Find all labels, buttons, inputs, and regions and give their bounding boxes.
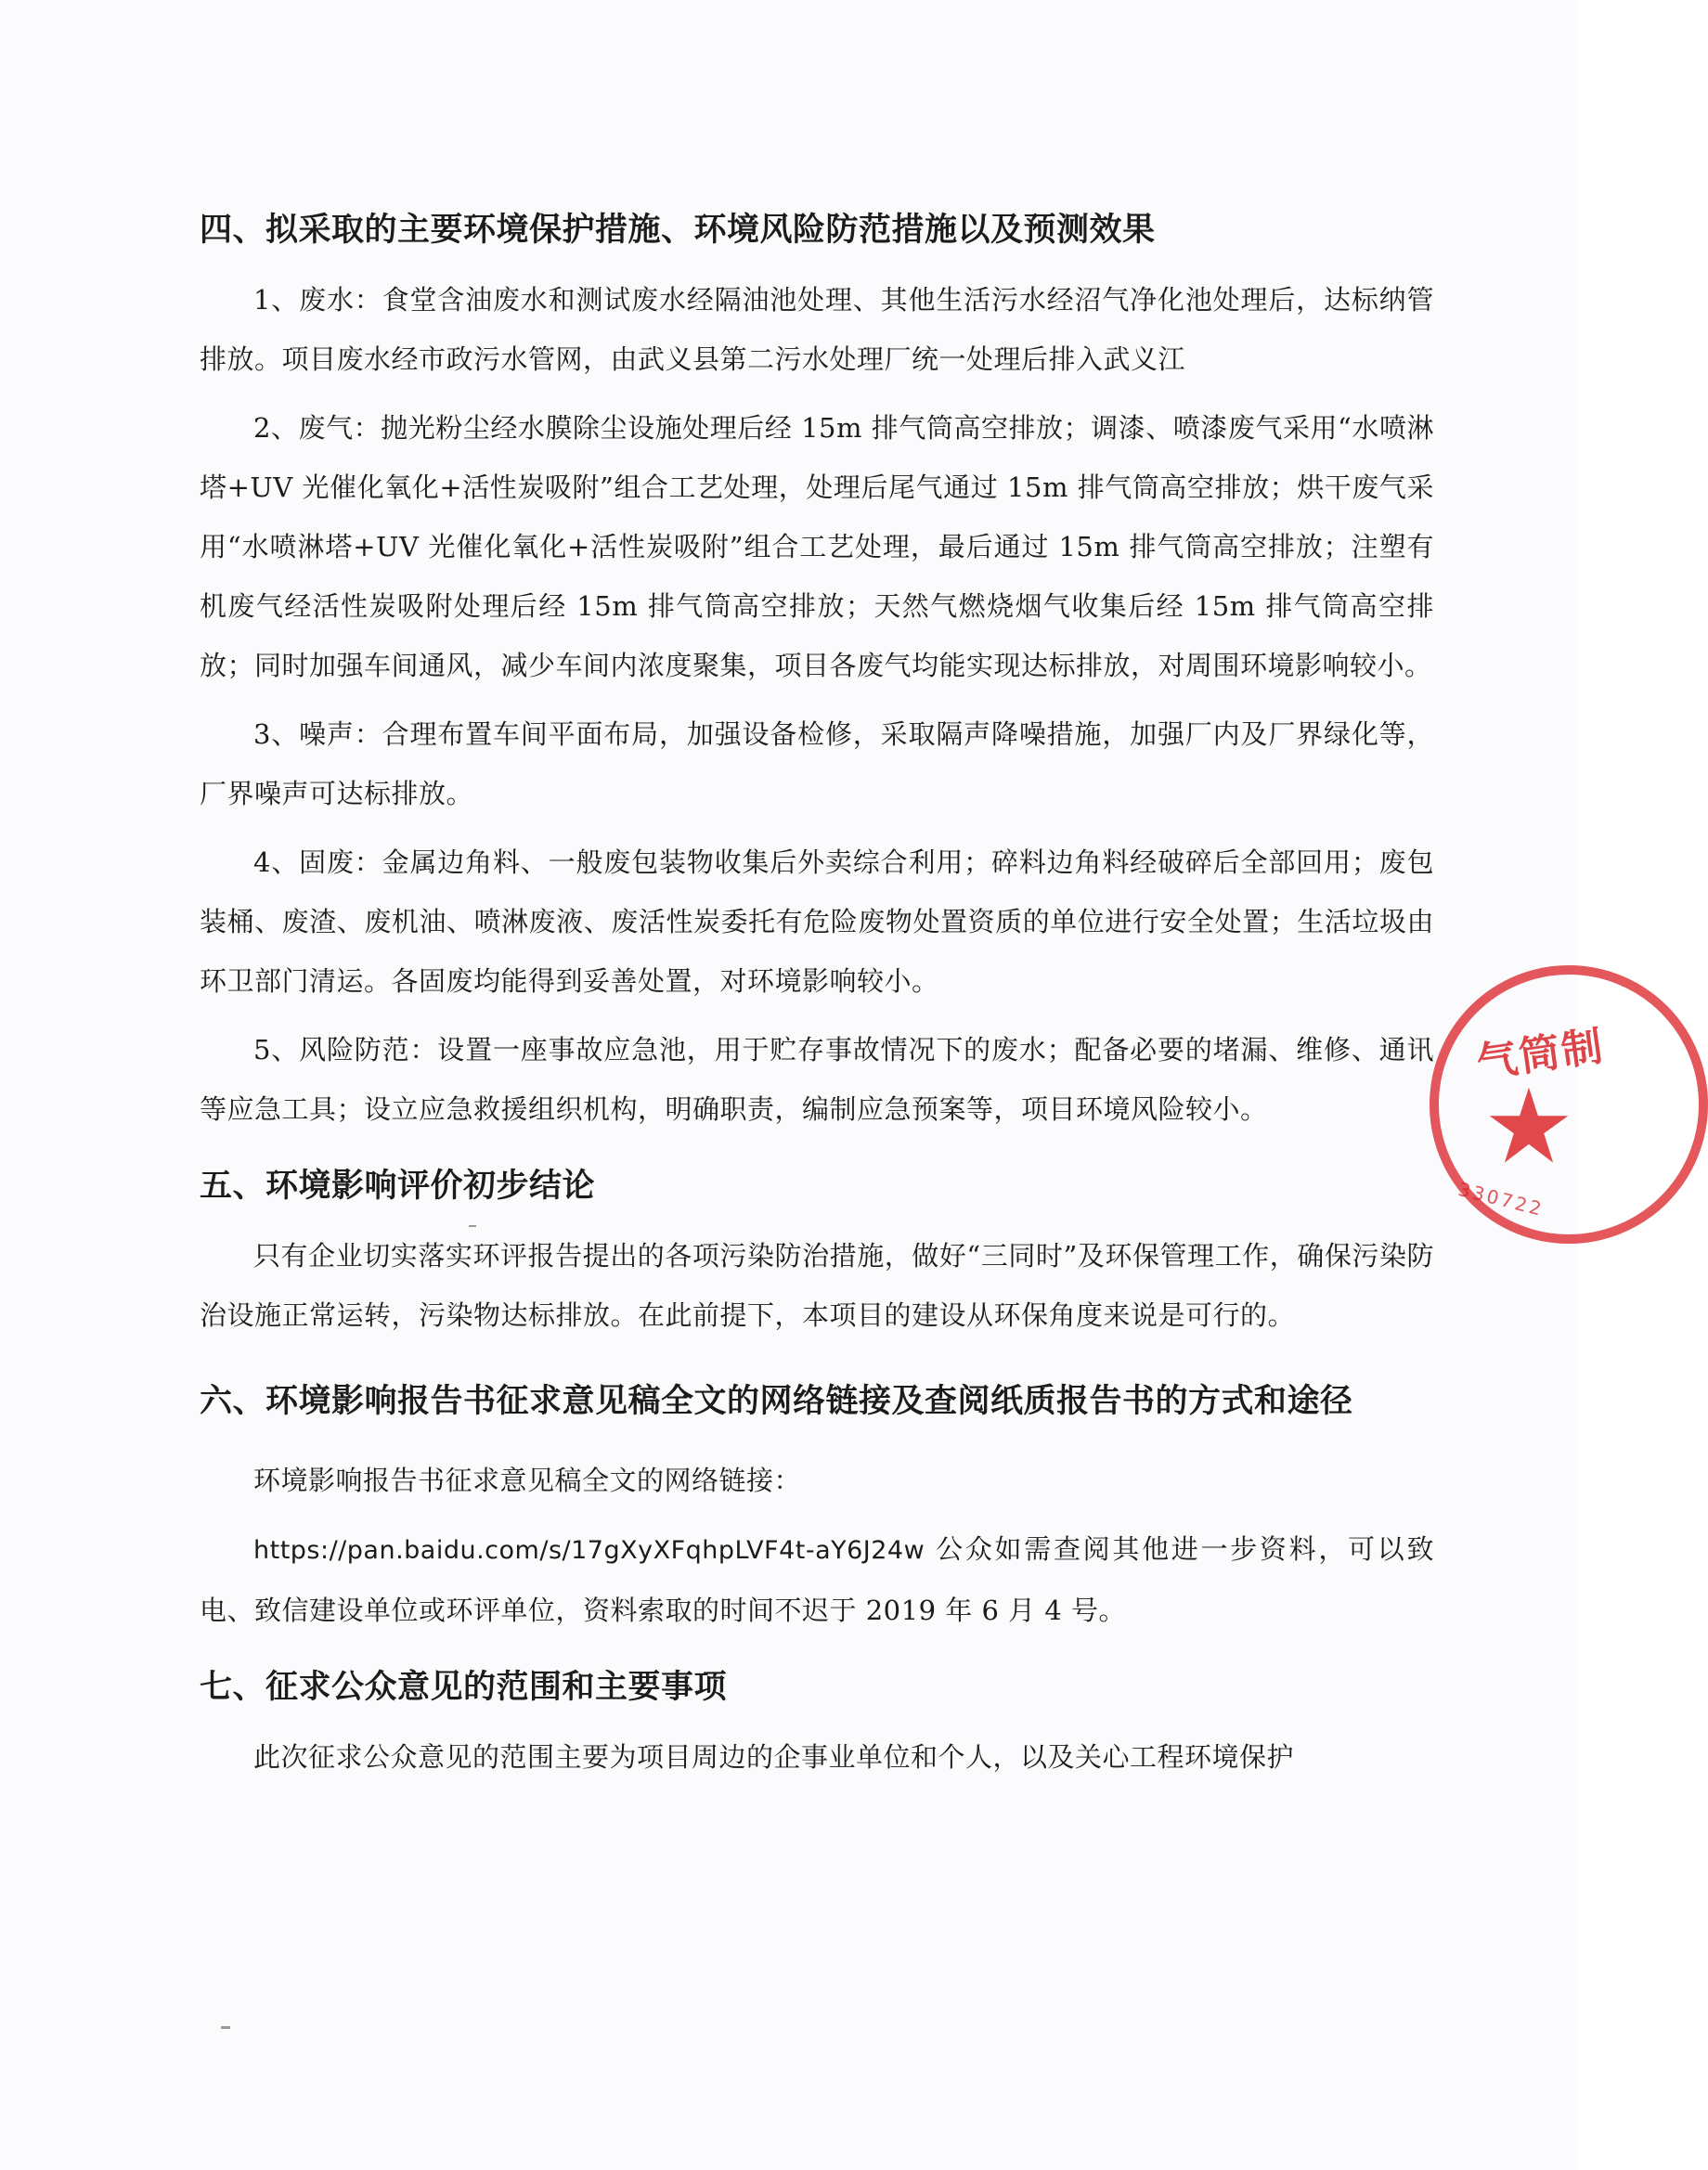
seal-text: 气筒制 — [1473, 1022, 1608, 1088]
section-6-link-paragraph — [200, 1519, 1434, 1640]
section-6-link-intro: 环境影响报告书征求意见稿全文的网络链接： — [253, 1465, 802, 1496]
document-body — [200, 200, 1434, 1787]
official-seal — [1430, 965, 1708, 1244]
section-4-solid-waste: 4、固废：金属边角料、一般废包装物收集后外卖综合利用；碎料边角料经破碎后全部回用；废包装桶、废渣、废机油、喷淋废液、废活性炭委托有危险废物处置资质的单位进行安全处置；生活垃圾由环卫部门清运。各固废均能得到妥善处置，对环境影响较小。 — [200, 846, 1434, 997]
scan-speck — [221, 2026, 230, 2029]
section-5-heading: 五、环境影响评价初步结论 — [200, 1168, 596, 1205]
section-4-risk-prevention: 5、风险防范：设置一座事故应急池，用于贮存事故情况下的废水；配备必要的堵漏、维修、通讯等应急工具；设立应急救援组织机构，明确职责，编制应急预案等，项目环境风险较小。 — [200, 1034, 1434, 1125]
seal-star-icon — [1487, 1084, 1571, 1168]
section-4-exhaust-gas: 2、废气：抛光粉尘经水膜除尘设施处理后经 15m 排气筒高空排放；调漆、喷漆废气采用“水喷淋塔+UV 光催化氧化+活性炭吸附”组合工艺处理，处理后尾气通过 15m 排气筒高空排放；烘干废气采用“水喷淋塔+UV 光催化氧化+活性炭吸附”组合工艺处理，最后通过 15m 排气筒高空排放；注塑有机废气经活性炭吸附处理后经 15m 排气筒高空排放；天然气燃烧烟气收集后经 15m 排气筒高空排放；同时加强车间通风，减少车间内浓度聚集，项目各废气均能实现达标排放，对周围环境影响较小。 — [200, 412, 1434, 681]
section-6-heading: 六、环境影响报告书征求意见稿全文的网络链接及查阅纸质报告书的方式和途径 — [200, 1383, 1353, 1420]
section-7-heading: 七、征求公众意见的范围和主要事项 — [200, 1669, 728, 1706]
section-5-conclusion: 只有企业切实落实环评报告提出的各项污染防治措施，做好“三同时”及环保管理工作，确保污染防治设施正常运转，污染物达标排放。在此前提下，本项目的建设从环保角度来说是可行的。 — [200, 1240, 1434, 1331]
section-6-access-info: 公众如需查阅其他进一步资料，可以致电、致信建设单位或环评单位，资料索取的时间不迟于 2019 年 6 月 4 号。 — [200, 1533, 1434, 1626]
seal-number: 330722 — [1456, 1177, 1546, 1221]
section-4-heading: 四、拟采取的主要环境保护措施、环境风险防范措施以及预测效果 — [200, 212, 1156, 249]
scan-speck — [469, 1225, 476, 1227]
section-4-noise: 3、噪声：合理布置车间平面布局，加强设备检修，采取隔声降噪措施，加强厂内及厂界绿化等，厂界噪声可达标排放。 — [200, 718, 1434, 809]
report-link[interactable]: https://pan.baidu.com/s/17gXyXFqhpLVF4t-aY6J24w — [253, 1536, 925, 1565]
section-4-wastewater: 1、废水：食堂含油废水和测试废水经隔油池处理、其他生活污水经沼气净化池处理后，达标纳管排放。项目废水经市政污水管网，由武义县第二污水处理厂统一处理后排入武义江 — [200, 284, 1434, 375]
section-7-scope: 此次征求公众意见的范围主要为项目周边的企事业单位和个人，以及关心工程环境保护 — [253, 1741, 1295, 1773]
